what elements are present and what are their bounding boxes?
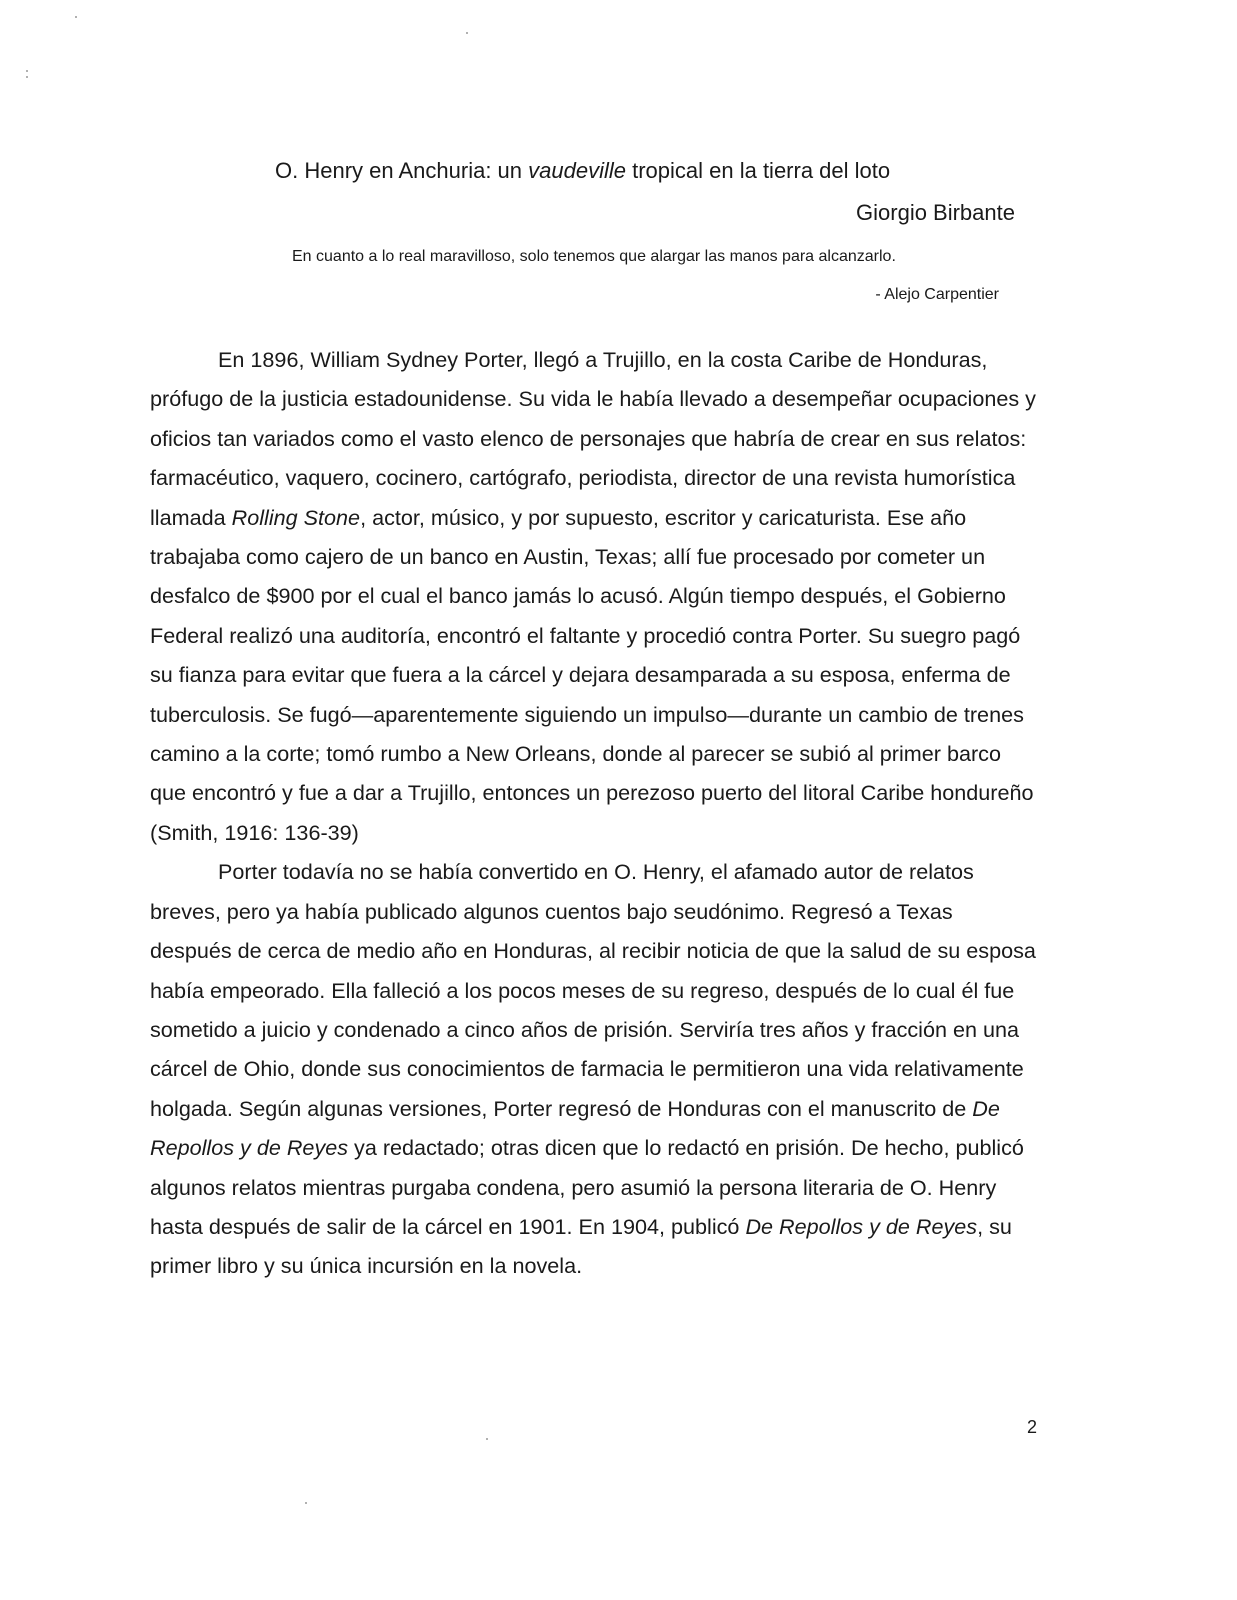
epigraph-attribution: - Alejo Carpentier [875, 286, 999, 303]
scan-speck [75, 16, 77, 18]
paragraph-2-text-c: , su primer libro y su única incursión en la novela. [150, 1213, 1012, 1279]
scan-speck [486, 1438, 488, 1440]
paragraph-2-italic-book-title: De Repollos y de Reyes [150, 1095, 1000, 1161]
paragraph-2 [150, 852, 1040, 1285]
page-number: 2 [1026, 1417, 1037, 1437]
paragraph-2-text-b: ya redactado; otras dicen que lo redactó en prisión. De hecho, publicó algunos relatos mientras purgaba condena, pero asumió la persona literaria de O. Henry hasta después de salir de la cárcel en 1901. En 1904, publicó [150, 1135, 1024, 1239]
epigraph-quote: En cuanto a lo real maravilloso, solo tenemos que alargar las manos para alcanzarlo. [292, 248, 896, 265]
paragraph-1 [150, 340, 1040, 852]
scan-speck [466, 32, 468, 34]
article-author: Giorgio Birbante [856, 200, 1015, 225]
article-title [275, 156, 1035, 186]
paragraph-1-italic-rolling-stone: Rolling Stone [231, 504, 361, 530]
paragraph-1-text-a: En 1896, William Sydney Porter, llegó a Trujillo, en la costa Caribe de Honduras, prófugo de la justicia estadounidense. Su vida le había llevado a desempeñar ocupaciones y oficios tan variados como el vasto elenco de personajes que habría de crear en sus relatos: farmacéutico, vaquero, cocinero, cartógrafo, periodista, director de una revista humorística llamada [150, 347, 1036, 530]
paragraph-2-italic-book-title-2: De Repollos y de Reyes [745, 1213, 978, 1239]
paragraph-2-text-a: Porter todavía no se había convertido en O. Henry, el afamado autor de relatos breves, pero ya había publicado algunos cuentos bajo seudónimo. Regresó a Texas después de cerca de medio año en Honduras, al recibir noticia de que la salud de su esposa había empeorado. Ella falleció a los pocos meses de su regreso, después de lo cual él fue sometido a juicio y condenado a cinco años de prisión. Serviría tres años y fracción en una cárcel de Ohio, donde sus conocimientos de farmacia le permitieron una vida relativamente holgada. Según algunas versiones, Porter regresó de Honduras con el manuscrito de [150, 859, 1036, 1121]
scan-speck [26, 70, 28, 72]
title-text-after: tropical en la tierra del loto [625, 158, 891, 183]
scan-speck [26, 76, 28, 78]
paragraph-1-text-b: , actor, músico, y por supuesto, escritor y caricaturista. Ese año trabajaba como cajero de un banco en Austin, Texas; allí fue procesado por cometer un desfalco de $900 por el cual el banco jamás lo acusó. Algún tiempo después, el Gobierno Federal realizó una auditoría, encontró el faltante y procedió contra Porter. Su suegro pagó su fianza para evitar que fuera a la cárcel y dejara desamparada a su esposa, enferma de tuberculosis. Se fugó—aparentemente siguiendo un impulso—durante un cambio de trenes camino a la corte; tomó rumbo a New Orleans, donde al parecer se subió al primer barco que encontró y fue a dar a Trujillo, entonces un perezoso puerto del litoral Caribe hondureño (Smith, 1916: 136-39) [150, 504, 1034, 845]
title-text-before: O. Henry en Anchuria: un [275, 158, 529, 183]
article-body [150, 340, 1040, 1286]
title-text-italic: vaudeville [528, 158, 626, 183]
scan-speck [305, 1502, 307, 1504]
